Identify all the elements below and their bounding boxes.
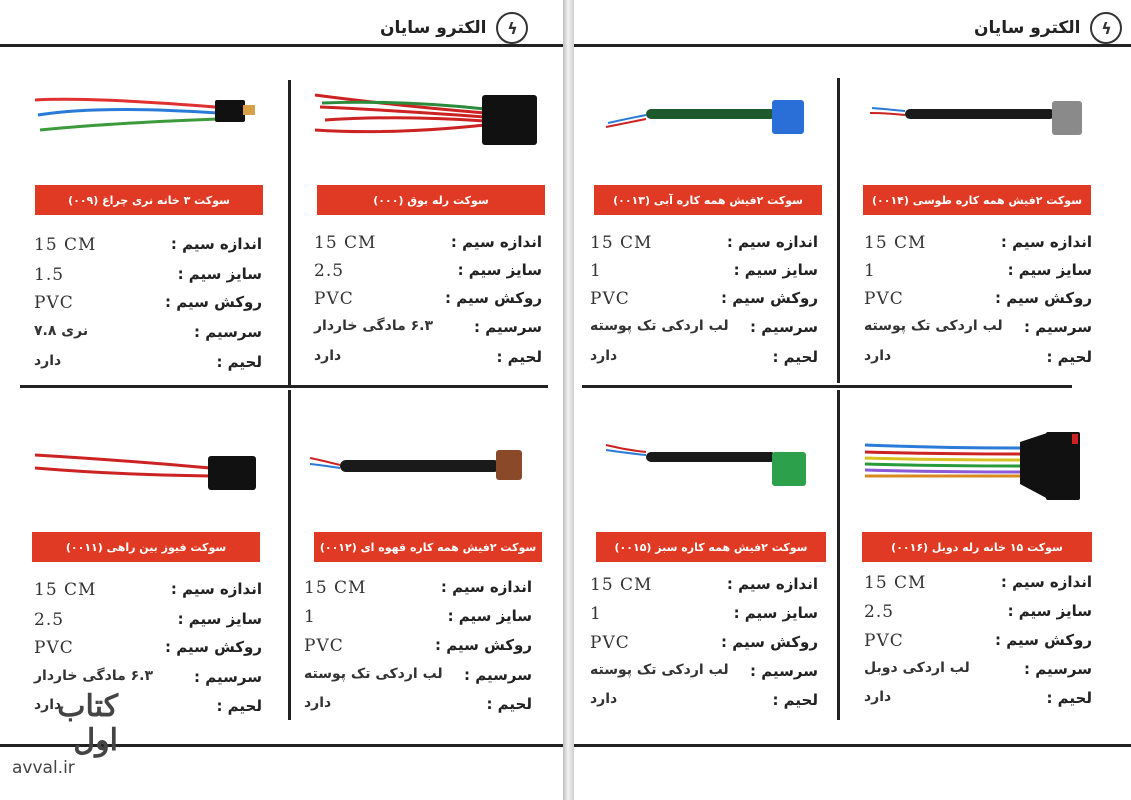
spec-label: اندازه سیم :	[1000, 233, 1092, 251]
wire-harness-image	[586, 420, 818, 515]
column-divider	[837, 78, 840, 383]
spec-label: سایز سیم :	[1007, 261, 1092, 279]
wire-harness-image	[300, 420, 532, 515]
spec-label: سرسیم :	[750, 318, 818, 336]
spec-value: PVC	[314, 289, 354, 309]
spec-label: اندازه سیم :	[170, 580, 262, 598]
spec-value: PVC	[864, 631, 904, 651]
spec-row-solder	[586, 688, 818, 718]
spec-value: دارد	[304, 695, 332, 711]
product-photo	[30, 75, 262, 170]
spec-row-insulation	[860, 286, 1092, 316]
spec-label: سایز سیم :	[1007, 602, 1092, 620]
spec-label: اندازه سیم :	[726, 233, 818, 251]
spec-label: اندازه سیم :	[726, 575, 818, 593]
spec-label: روکش سیم :	[721, 289, 818, 307]
spec-label: اندازه سیم :	[440, 578, 532, 596]
row-divider	[582, 385, 1072, 388]
spec-value: دارد	[590, 348, 618, 364]
spec-row-solder	[30, 350, 262, 380]
spec-label: لحیم :	[486, 695, 532, 713]
product-photo	[310, 75, 542, 170]
product-photo	[860, 420, 1092, 515]
spec-value: دارد	[34, 353, 62, 369]
wire-harness-image	[860, 75, 1092, 170]
spec-value: 15 CM	[590, 233, 653, 253]
spec-value: لب اردکی دوبل	[864, 660, 970, 676]
spec-value: 15 CM	[34, 235, 97, 255]
spec-value: 15 CM	[314, 233, 377, 253]
spec-row-length	[310, 230, 542, 260]
spec-value: 15 CM	[864, 573, 927, 593]
spec-value: 1	[864, 261, 876, 281]
wire-harness-image	[30, 75, 262, 170]
spec-value: 2.5	[34, 610, 65, 630]
spec-label: سرسیم :	[194, 323, 262, 341]
spec-row-insulation	[586, 630, 818, 660]
spec-row-size	[586, 601, 818, 631]
spec-label: سرسیم :	[750, 662, 818, 680]
product-title-banner: سوکت ۳ خانه نری چراغ (۰۰۹)	[35, 185, 263, 215]
spec-label: سرسیم :	[464, 666, 532, 684]
spec-value: 15 CM	[864, 233, 927, 253]
wire-harness-image	[586, 75, 818, 170]
spec-label: لحیم :	[496, 348, 542, 366]
product-photo	[860, 75, 1092, 170]
product-title-banner: سوکت ۲فیش همه کاره قهوه ای (۰۰۱۲)	[314, 532, 542, 562]
spec-row-insulation	[310, 286, 542, 316]
spec-value: PVC	[34, 293, 74, 313]
column-divider	[288, 80, 291, 385]
product-photo	[30, 420, 262, 515]
column-divider	[288, 390, 291, 720]
spec-value: لب اردکی تک پوسته	[304, 666, 443, 682]
spec-label: سرسیم :	[474, 318, 542, 336]
product-title-banner: سوکت رله بوق (۰۰۰)	[317, 185, 545, 215]
spec-row-solder	[310, 345, 542, 375]
spec-label: سایز سیم :	[733, 261, 818, 279]
spec-value: PVC	[304, 636, 344, 656]
spec-value: PVC	[34, 638, 74, 658]
spec-label: سایز سیم :	[447, 607, 532, 625]
spec-value: 15 CM	[590, 575, 653, 595]
product-title-banner: سوکت ۲فیش همه کاره سبز (۰۰۱۵)	[596, 532, 826, 562]
brand-header-right	[974, 12, 1122, 44]
spec-label: سایز سیم :	[177, 610, 262, 628]
spec-row-terminal	[586, 315, 818, 345]
spec-value: 1	[590, 261, 602, 281]
spec-row-length	[300, 575, 532, 605]
spec-value: 15 CM	[34, 580, 97, 600]
spec-value: لب اردکی تک پوسته	[590, 662, 729, 678]
spec-label: روکش سیم :	[445, 289, 542, 307]
brand-name: الکترو سایان	[380, 18, 487, 38]
spec-label: روکش سیم :	[435, 636, 532, 654]
product-photo	[586, 420, 818, 515]
brand-name: الکترو سایان	[974, 18, 1081, 38]
spec-label: سرسیم :	[1024, 318, 1092, 336]
spec-label: روکش سیم :	[995, 631, 1092, 649]
spec-row-terminal	[860, 315, 1092, 345]
spec-row-size	[586, 258, 818, 288]
spec-label: اندازه سیم :	[170, 235, 262, 253]
spec-row-terminal	[860, 657, 1092, 687]
spec-value: 15 CM	[304, 578, 367, 598]
spec-row-size	[860, 599, 1092, 629]
spec-value: PVC	[590, 289, 630, 309]
spec-row-solder	[860, 345, 1092, 375]
spec-value: 1	[590, 604, 602, 624]
spec-label: لحیم :	[1046, 348, 1092, 366]
spec-row-length	[30, 232, 262, 262]
spec-value: دارد	[864, 689, 892, 705]
spec-value: 2.5	[314, 261, 345, 281]
spec-value: لب اردکی تک پوسته	[590, 318, 729, 334]
spec-label: سایز سیم :	[733, 604, 818, 622]
spec-label: سایز سیم :	[457, 261, 542, 279]
spec-row-solder	[586, 345, 818, 375]
spec-row-length	[860, 230, 1092, 260]
brand-logo-icon: ϟ	[1090, 12, 1122, 44]
column-divider	[837, 390, 840, 720]
spec-value: دارد	[864, 348, 892, 364]
spec-label: روکش سیم :	[165, 638, 262, 656]
spec-label: لحیم :	[772, 691, 818, 709]
brand-logo-icon: ϟ	[496, 12, 528, 44]
spec-row-size	[310, 258, 542, 288]
product-photo	[300, 420, 532, 515]
product-title-banner: سوکت ۲فیش همه کاره آبی (۰۰۱۳)	[594, 185, 822, 215]
watermark-url: avval.ir	[12, 758, 75, 778]
right-page	[574, 0, 1131, 800]
spec-row-terminal	[310, 315, 542, 345]
spec-label: لحیم :	[772, 348, 818, 366]
spec-row-size	[30, 262, 262, 292]
spec-label: روکش سیم :	[995, 289, 1092, 307]
watermark-logo: کتاب اول	[57, 689, 118, 758]
spec-label: سرسیم :	[194, 668, 262, 686]
spec-row-insulation	[300, 633, 532, 663]
spec-value: PVC	[590, 633, 630, 653]
header-rule	[574, 44, 1131, 47]
spec-label: اندازه سیم :	[450, 233, 542, 251]
spec-row-size	[860, 258, 1092, 288]
spec-value: دارد	[314, 348, 342, 364]
spec-row-solder	[300, 692, 532, 722]
spec-row-insulation	[586, 286, 818, 316]
spec-row-insulation	[30, 290, 262, 320]
wire-harness-image	[860, 420, 1092, 515]
spec-label: لحیم :	[216, 353, 262, 371]
product-photo	[586, 75, 818, 170]
spec-row-length	[30, 577, 262, 607]
spec-row-terminal	[300, 663, 532, 693]
row-divider	[20, 385, 548, 388]
wire-harness-image	[30, 420, 262, 515]
spec-row-insulation	[30, 635, 262, 665]
spec-label: لحیم :	[1046, 689, 1092, 707]
spec-value: نری ۷.۸	[34, 323, 89, 339]
brand-header-left	[380, 12, 528, 44]
spec-value: PVC	[864, 289, 904, 309]
spec-row-length	[860, 570, 1092, 600]
spec-row-size	[300, 604, 532, 634]
spec-row-terminal	[30, 320, 262, 350]
spec-value: 1.5	[34, 265, 65, 285]
header-rule	[0, 44, 563, 47]
product-title-banner: سوکت ۱۵ خانه رله دوبل (۰۰۱۶)	[862, 532, 1092, 562]
product-title-banner: سوکت ۲فیش همه کاره طوسی (۰۰۱۴)	[863, 185, 1091, 215]
spec-value: لب اردکی تک پوسته	[864, 318, 1003, 334]
spec-value: 1	[304, 607, 316, 627]
left-page	[0, 0, 563, 800]
spec-label: اندازه سیم :	[1000, 573, 1092, 591]
spec-row-size	[30, 607, 262, 637]
spec-label: لحیم :	[216, 697, 262, 715]
product-title-banner: سوکت فیوز بین راهی (۰۰۱۱)	[32, 532, 260, 562]
wire-harness-image	[310, 75, 542, 170]
spec-row-length	[586, 230, 818, 260]
spec-label: روکش سیم :	[721, 633, 818, 651]
spec-label: سایز سیم :	[177, 265, 262, 283]
footer-rule	[574, 744, 1131, 747]
book-gutter	[563, 0, 574, 800]
spec-value: 2.5	[864, 602, 895, 622]
watermark	[8, 690, 118, 790]
spec-value: ۶.۳ مادگی خاردار	[314, 318, 434, 334]
spec-label: روکش سیم :	[165, 293, 262, 311]
spec-row-insulation	[860, 628, 1092, 658]
spec-row-terminal	[586, 659, 818, 689]
spec-value: دارد	[34, 697, 62, 713]
spec-row-solder	[860, 686, 1092, 716]
spec-label: سرسیم :	[1024, 660, 1092, 678]
spec-row-length	[586, 572, 818, 602]
spec-value: دارد	[590, 691, 618, 707]
spec-value: ۶.۳ مادگی خاردار	[34, 668, 154, 684]
